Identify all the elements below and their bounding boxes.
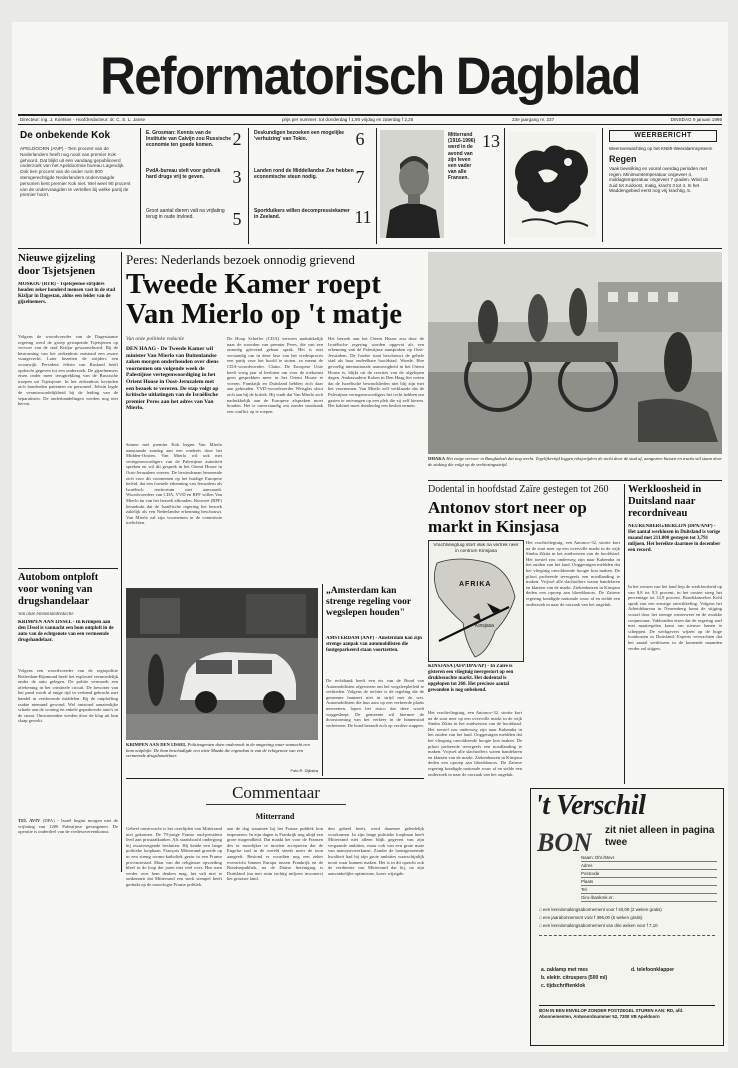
teaser-main-headline: De onbekende Kok [20, 130, 111, 141]
verschil-option-label: een kennismakingsabonnement voor f 40,00 (2 weken gratis) [542, 907, 662, 912]
left-story-lead: MOSKOU (RTR) - Tsjetsjeense strijders houden zeker honderd mensen vast in de stad Kizljar in Dagestan, aldus een leider van de gijzelnemers. [18, 282, 116, 305]
weather-intro: Weersverwachting op het KNMI-Weeralarmsysteem [609, 146, 713, 151]
weather-label: WEERBERICHT [609, 130, 717, 142]
verschil-form-field[interactable]: Postcode [581, 871, 717, 878]
amsterdam-headline: „Amsterdam kan strenge regeling voor wegslepen houden" [326, 586, 411, 618]
commentaar-label: Commentaar [206, 782, 346, 805]
verschil-sub: zit niet alleen in pagina twee [605, 825, 715, 848]
left-story [18, 252, 118, 564]
commentaar-col3: den geheel heeft, werd daarmee geleidelijk voorkomen. In zijn lange politieke loopbaan heeft Mitterrand niet alleen blijk gegeven van zijn vergaande ambities, maar ook van een grote mate van manoeuvreerkunst. Zonder de laatstgenoemde kwaliteit had hij zijn grote ambities waarschijnlijk nooit waar kunnen maken. Het is in dit opzicht ook de verdienste van Mitterrand dat hij, na zijn aanvankelijke optimisme, koers wijzigde. [328, 826, 424, 876]
weather-map [508, 132, 596, 238]
autobom-byline: Van onze binnenlandredactie [18, 612, 74, 617]
amsterdam-story [326, 586, 424, 776]
weather-text: Vaak bewolking en vooral overdag perioden met regen. Minimumtemperatuur ongeveer 4, middagtemperatuur ongeveer 7 graden. Wind uit zuid tot zuidoost, matig, kracht 3 tot 4. In het Waddengebied eerst nog vrij krachtig, 5. [609, 166, 708, 194]
verschil-gift[interactable]: a. zaklamp met mes [541, 967, 588, 973]
autobom-headline: Autobom ontploft voor woning van drugshandelaar [18, 572, 99, 607]
dhaka-caption-text: Het enige vervoer in Bangladesh dat nog werkt. Tegelijkertijd leggen riksjarijders de tocht door de stad af, aangezien bussen en trucks stil staan door de staking die volgt op de verkiezingsstrijd. [428, 456, 722, 467]
verschil-gift[interactable]: c. tijdschriftenklok [541, 983, 586, 989]
amsterdam-body: De rechtbank heeft een eis van de Bond van Automobilisten afgewezen om het wegsleepbeleid te verbieden. Volgens de rechter is de regeling die de gemeente hanteert niet in strijd met de wet. Automobilisten die hun auto op een verkeerde plaats neerzetten, lopen het risico dat deze wordt weggesleept. De gemeente wil hiermee de doorstroming van het verkeer in de binnenstad verbeteren. De bond beraadt zich op verdere stappen. [326, 678, 424, 728]
weather-box [602, 128, 721, 242]
teaser-item: PvdA-bureau stelt voor gebruik hard drugs vrij te geven. [146, 168, 221, 181]
krimpen-photo [126, 588, 318, 740]
antonov-body-2: Het vrachtvliegtuig, een Antonov-32, stortte kort na de start neer op een overvolle markt in de wijk Simba Zikita in het zuidwesten van de hoofdstad. Het toestel zou onderweg zijn naar Kahemba in het zuiden van het land. Ooggetuigen meldden dat het vliegtuig onvoldoende hoogte kon maken. De piloot probeerde tevergeefs een noodlanding te maken. Vrijwel alle slachtoffers waren handelaren en klanten van de markt. Ziekenhuizen in Kinsjasa deden een oproep aan bloeddonors. De Zaïrese regering kondigde nationale rouw af en stelde een onderzoek in naar de oorzaak van het ongeluk. [526, 540, 620, 607]
main-story-col1: Samen met premier Kok begint Van Mierlo aanstaande zondag aan een rondreis door het Midden-Oosten. Van Mierlo wil ook met vertegenwoordigers van de Palestijnse autoriteit spreken en wil dit gesprek in het Orient House in Oost-Jeruzalem voeren. De bewindsman benoemde zich voor dit voornemen op het huidige Europese beleid, dat een formele erkenning van Jeruzalem als Israëlisch territorium niet aanvaardt. Woordvoerders van CDA, VVD en RPF willen Van Mierlo nu van het bezoek afhouden. Rouvoet (RPF) benadrukt dat de Israëlische regering het bezoek zakelijk als een Nederlandse erkenning beschouwt. Van Mierlo zal zijn voornemen in de commissie toelichten. [126, 442, 222, 526]
verschil-form-field[interactable]: Adres [581, 863, 717, 870]
antonov-body-1: Het vrachtvliegtuig, een Antonov-32, stortte kort na de start neer op een overvolle markt in de wijk Simba Zikita in het zuidwesten van de hoofdstad. Het toestel zou onderweg zijn naar Kahemba in het zuiden van het land. Ooggetuigen meldden dat het vliegtuig onvoldoende hoogte kon maken. De piloot probeerde tevergeefs een noodlanding te maken. Vrijwel alle slachtoffers waren handelaren en klanten van de markt. Ziekenhuizen in Kinsjasa deden een oproep aan bloeddonors. De Zaïrese regering kondigde nationale rouw af en stelde een onderzoek in naar de oorzaak van het ongeluk. [428, 710, 522, 777]
antonov-map-label: AFRIKA [459, 581, 492, 588]
antonov-map-caption: Vrachtvliegtuig stort vlak na vertrek neer in centrum Kinsjasa [433, 543, 519, 554]
werkloosheid-body: In het westen van het land liep de werkloosheid op van 8,8 tot 9,3 procent, in het oosten steeg het percentage tot 14,9 procent. Bondskanselier Kohl sprak van een ernstige ontwikkeling. Volgens het Arbeidsbureau in Neurenberg komt de stijging vooral door het strenge winterweer en de zwakke conjunctuur. Vakbonden eisen dat de regering snel met maatregelen komt om nieuwe banen te scheppen. De werkgevers wijzen op de hoge loonkosten in Duitsland. Experts verwachten dat het aantal werklozen in de komende maanden verder zal stijgen. [628, 584, 722, 651]
teaser-page-number: 11 [354, 207, 372, 227]
main-story [126, 252, 424, 582]
newspaper-page [12, 22, 728, 1052]
main-story-headline: Tweede Kamer roept Van Mierlo op 't matje [126, 270, 402, 330]
commentaar-box [126, 782, 424, 1048]
masthead-title: Reformatorisch Dagblad [100, 47, 640, 106]
commentaar-col2: aan de dag waarmee hij het Franse publiek kon imponeren. In zijn dagen is Frankrijk nog altijd een grote mogendheid. Dat maakt het voor de Fransen des te moeilijker te moeten accepteren dat de Engelse taal in de wereld steeds meer de toon aangeeft. Bestond er voordien nog een zeker evenwicht binnen Europa tussen Frankrijk en de Bondsrepubliek, na de Duitse hereniging is Duitsland (nu met ruim tachtig miljoen inwoners) het grootste land. [227, 826, 323, 882]
verschil-form-field[interactable]: Tel. [581, 887, 717, 894]
verschil-option[interactable]: □ een kennismakingsabonnement van drie weken voor f 7,10 [539, 923, 658, 928]
masthead-price: prijs per nummer: tot donderdag f 1,90 vrijdag en zaterdag f 2,25 [282, 117, 414, 122]
teaser-strip [18, 128, 722, 248]
masthead-date: DINSDAG 9 januari 1996 [670, 117, 722, 122]
dhaka-caption [428, 456, 722, 478]
mitterrand-portrait [380, 130, 444, 238]
teaser-item: Landen rond de Middellandse Zee hebben economische steun nodig. [254, 168, 354, 181]
verschil-form-field[interactable]: Naam: Dhr./Mevr. [581, 855, 717, 862]
teaser-main-lead: APELDOORN (ANP) - Tien procent van de Nederlanders heeft nog nooit van premier Kok gehoord. Dat blijkt uit een vandaag gepubliceerd onderzoek van het Apeldoornse bureau Lagendijk. Ook tien procent van de onder ruim 900 stemgerechtigde Nederlanders ondervraagde personen kent premier Kok niet. Wel weet 90 procent van de ondervraagden te vertellen bij welke partij de premier hoort. [20, 146, 131, 198]
teaser-page-number: 6 [355, 129, 365, 149]
verschil-footer: BON IN EEN ENVELOP ZONDER POSTZEGEL STUREN AAN: RD, afd. Abonnementen, Antwoordnummer 52, 7300 VB Apeldoorn [539, 1005, 715, 1019]
antonov-kicker: Dodental in hoofdstad Zaïre gestegen tot 260 [428, 484, 609, 495]
verschil-bon: BON [537, 829, 592, 857]
dhaka-photo [428, 252, 722, 454]
verschil-option[interactable]: □ een jaarabonnement voor f 395,00 (6 weken gratis) [539, 915, 643, 920]
main-story-kicker: Peres: Nederlands bezoek onnodig grievend [126, 252, 355, 267]
left-story-headline: Nieuwe gijzeling door Tsjetsjenen [18, 252, 96, 277]
main-story-col3: Het bezoek aan het Orient House zou door de Israëlische regering worden opgevat als een erkenning van de Palestijnse aanspraken op Oost-Jeruzalem. De Joodse staat beschouwt de gehele stad als haar ondeelbare hoofdstad. Woede. Hoe gevoelig internationale aanwezigheid in het Orient House is, blijkt uit de reacties van de afgelopen dagen. Ambassadeur Kohen in Den Haag liet weten dat de Israëlische bewindslieden niet blij zijn met het voornemen. Van Mierlo zelf verklaarde dat de Palestijnse vertegenwoordigers het recht hebben om gasten te ontvangen op een plek die zij zelf kiezen. Het kabinet moet donderdag een besluit nemen. [328, 336, 424, 409]
amsterdam-lead: AMSTERDAM (ANP) - Amsterdam kan zijn strenge aanpak van automobilisten die foutgeparkeerd staan voortzetten. [326, 636, 422, 653]
commentaar-title: Mitterrand [255, 812, 295, 821]
krimpen-caption-tag: KRIMPEN AAN DEN IJSSEL [126, 742, 187, 747]
left-story-body: Volgens de woordvoerder van de Dagestaanse regering werd de groep gewapende Tsjetsjenen op vervoer van de stad Kizljar gewaarschuwd. Bij de bestorming van het ziekenhuis ontstond een zware vuurgevecht. Later bezetten de strijders een woonwijk. Persident Jeltsin van Rusland heeft opdracht gegeven tot een onderzoek. De gijzelnemers eisen onder meer terugtrekking van de Russische troepen uit Tsjetsjenie. In het ziekenhuis bevinden zich honderden patienten en personeel. Jeltsin legde de verantwoordelijkheid bij de leiding van de separatisten. De onderhandelingen werden nog niet hervat. [18, 334, 118, 407]
masthead-jaargang: 23e jaargang nr. 237 [512, 117, 555, 122]
antonov-map [428, 540, 524, 662]
krimpen-caption [126, 742, 318, 766]
teaser-page-number: 5 [232, 209, 242, 229]
mitterrand-teaser: Mitterrand (1916-1996) werd in de avond van zijn leven een vader van alle Fransen. [448, 132, 476, 182]
verschil-gift[interactable]: d. telefoonklapper [631, 967, 675, 973]
verschil-ad [530, 788, 724, 1046]
antonov-map-city: Kinsjasa [475, 623, 494, 629]
main-story-col2: De Hoop Scheffer (CDA) verwees nadrukkelijk naar de woorden van premier Peres, die van een onnodig grievend gebaar sprak. Het is niet verstandig om in deze fase van het vredesproces een partij voor het hoofd te stoten, zo meent de CDA-woordvoerder. Claim. De Europese Unie heeft vorig jaar al besloten om voor de toekomst geen gesprekken meer in het Orient House te voeren. Frankrijk en Duitsland hebben zich daar aan gehouden. VVD-woordvoerder Weisglas sloot zich aan bij de kritiek. Hij vindt dat Van Mierlo zich nadrukkelijk aan de Europese afspraken moet houden. Het is onverstandig om zonder noodzaak een conflict op te roepen. [227, 336, 323, 414]
krimpen-caption-text: Politieagenten doen onderzoek in de omgeving waar vannacht een bom ontplofte. De bom beschadigde een witte Mazda die eigendom is van de echtgenote van een vermeende drugshandelaar. [126, 742, 310, 759]
verschil-form-field[interactable]: Plaats [581, 879, 717, 886]
werkloosheid-headline: Werkloosheid in Duitsland naar recordniveau [628, 484, 702, 519]
commentaar-col1: Geheel onverwacht is het overlijden van Mitterrand niet gekomen. De 79-jarige Franse oud-president leed aan prostaatkanker. Als staatshoofd ondergong hij zwaarwegende besluiten. Hij kende een lange politieke loopbaan. François Mitterrand groeide op in een streng rooms-katholiek gezin in een Franse provinciestad. Maar van die religieuze opvoeding bleef in de loop der jaren niet veel over. Hoe men verder over hem denken mag, het valt niet te ontkennen dat Mitterrand een sterk stempel heeft gedrukt op de naoorlogse Franse politiek. [126, 826, 222, 887]
teaser-item: Sportduikers willen decompressiekamer in Zeeland. [254, 208, 350, 221]
teaser-page-number: 2 [232, 129, 242, 149]
teaser-item: E. Grosman: Kennis van de Institutie van Calvijn zou Russische economie ten goede komen. [146, 130, 232, 149]
main-story-byline: Van onze politieke redactie [126, 336, 185, 342]
werkloosheid-story [628, 484, 722, 784]
tel-aviv-brief [18, 818, 118, 870]
antonov-lead: KINSJASA (AFP/DPA/AP) - In Zaïre is gisteren een vliegtuig neergestort op een drukbezochte markt. Het dodental is opgelopen tot 260. Het precieze aantal gewonden is nog onbekend. [428, 664, 514, 693]
werkloosheid-lead: NEURENBERG/BERLIJN (DPA/ANP) - Het aantal werklozen in Duitsland is vorige maand met 211.000 gestegen tot 3,791 miljoen. Het bereikte daarmee in december een record. [628, 524, 721, 553]
krimpen-credit: Foto R. Dijkstra [290, 768, 318, 773]
masthead-credits: Directeur: ing. J. Koetsier - Hoofdredacteur: dr. C. S. L. Janse [20, 117, 146, 122]
autobom-story [18, 572, 118, 872]
antonov-headline: Antonov stort neer op markt in Kinsjasa [428, 498, 587, 536]
verschil-gift[interactable]: b. elektr. citruspers (500 ml) [541, 975, 608, 981]
tel-aviv-text: (DPA) - Israël begint morgen met de vrijlating van 1200 Palestijnse gevangenen. De operatie is onderdeel van de vredesovereenkomst. [18, 818, 118, 835]
weather-headline: Regen [609, 154, 637, 164]
verschil-form-field[interactable]: Giro-/bankrek.nr. [581, 895, 717, 902]
teaser-page-number: 7 [355, 167, 365, 187]
verschil-option-label: een kennismakingsabonnement van drie weken voor f 7,10 [542, 923, 658, 928]
verschil-option-label: een jaarabonnement voor f 395,00 (6 weken gratis) [542, 915, 643, 920]
verschil-title: 't Verschil [535, 790, 646, 821]
tel-aviv-tag: TEL AVIV [18, 818, 41, 823]
verschil-option[interactable]: □ een kennismakingsabonnement voor f 40,00 (2 weken gratis) [539, 907, 662, 912]
teaser-page-number: 3 [232, 167, 242, 187]
teaser-page-number: 13 [482, 131, 500, 151]
autobom-body: Volgens een woordvoerder van de regiopolitie Rotterdam-Rijnmond heeft het explosief vermoedelijk onder de auto gelegen. De politie vermoedt een afrekening in het criminele circuit. De bewoner van het pand wordt al enige tijd in verband gebracht met handel in verdovende middelen. Bij de ontploffing raakte niemand gewond. Wel ontstond aanzienlijke schade aan de woning en enkele geparkeerde auto's in de straat. Omwonenden werden door de klap uit hun slaap gewekt. [18, 668, 118, 724]
teaser-item: Deskundigen bezoeken een mogelijke 'verhuizing' van Tokio. [254, 130, 345, 143]
teaser-item: Groot aantal dieren valt na vrijlating terug in oude invloed. [146, 208, 225, 221]
autobom-lead: KRIMPEN AAN IJSSEL - In Krimpen aan den IJssel is vannacht een bom ontploft in de auto van de echtgenote van een vermeende drugshandelaar. [18, 620, 114, 643]
main-story-lead: DEN HAAG - De Tweede Kamer wil minister Van Mierlo van Buitenlandse zaken morgen onderhouden over diens voornemen om volgende week de Palestijnse vertegenwoordiging in het Orient House in Oost-Jeruzalem met een bezoek te vereren. De stap volgt op kritische uitlatingen van de Israëlische premier Peres aan het adres van Van Mierlo. [126, 346, 219, 412]
dhaka-caption-tag: DHAKA [428, 456, 446, 461]
